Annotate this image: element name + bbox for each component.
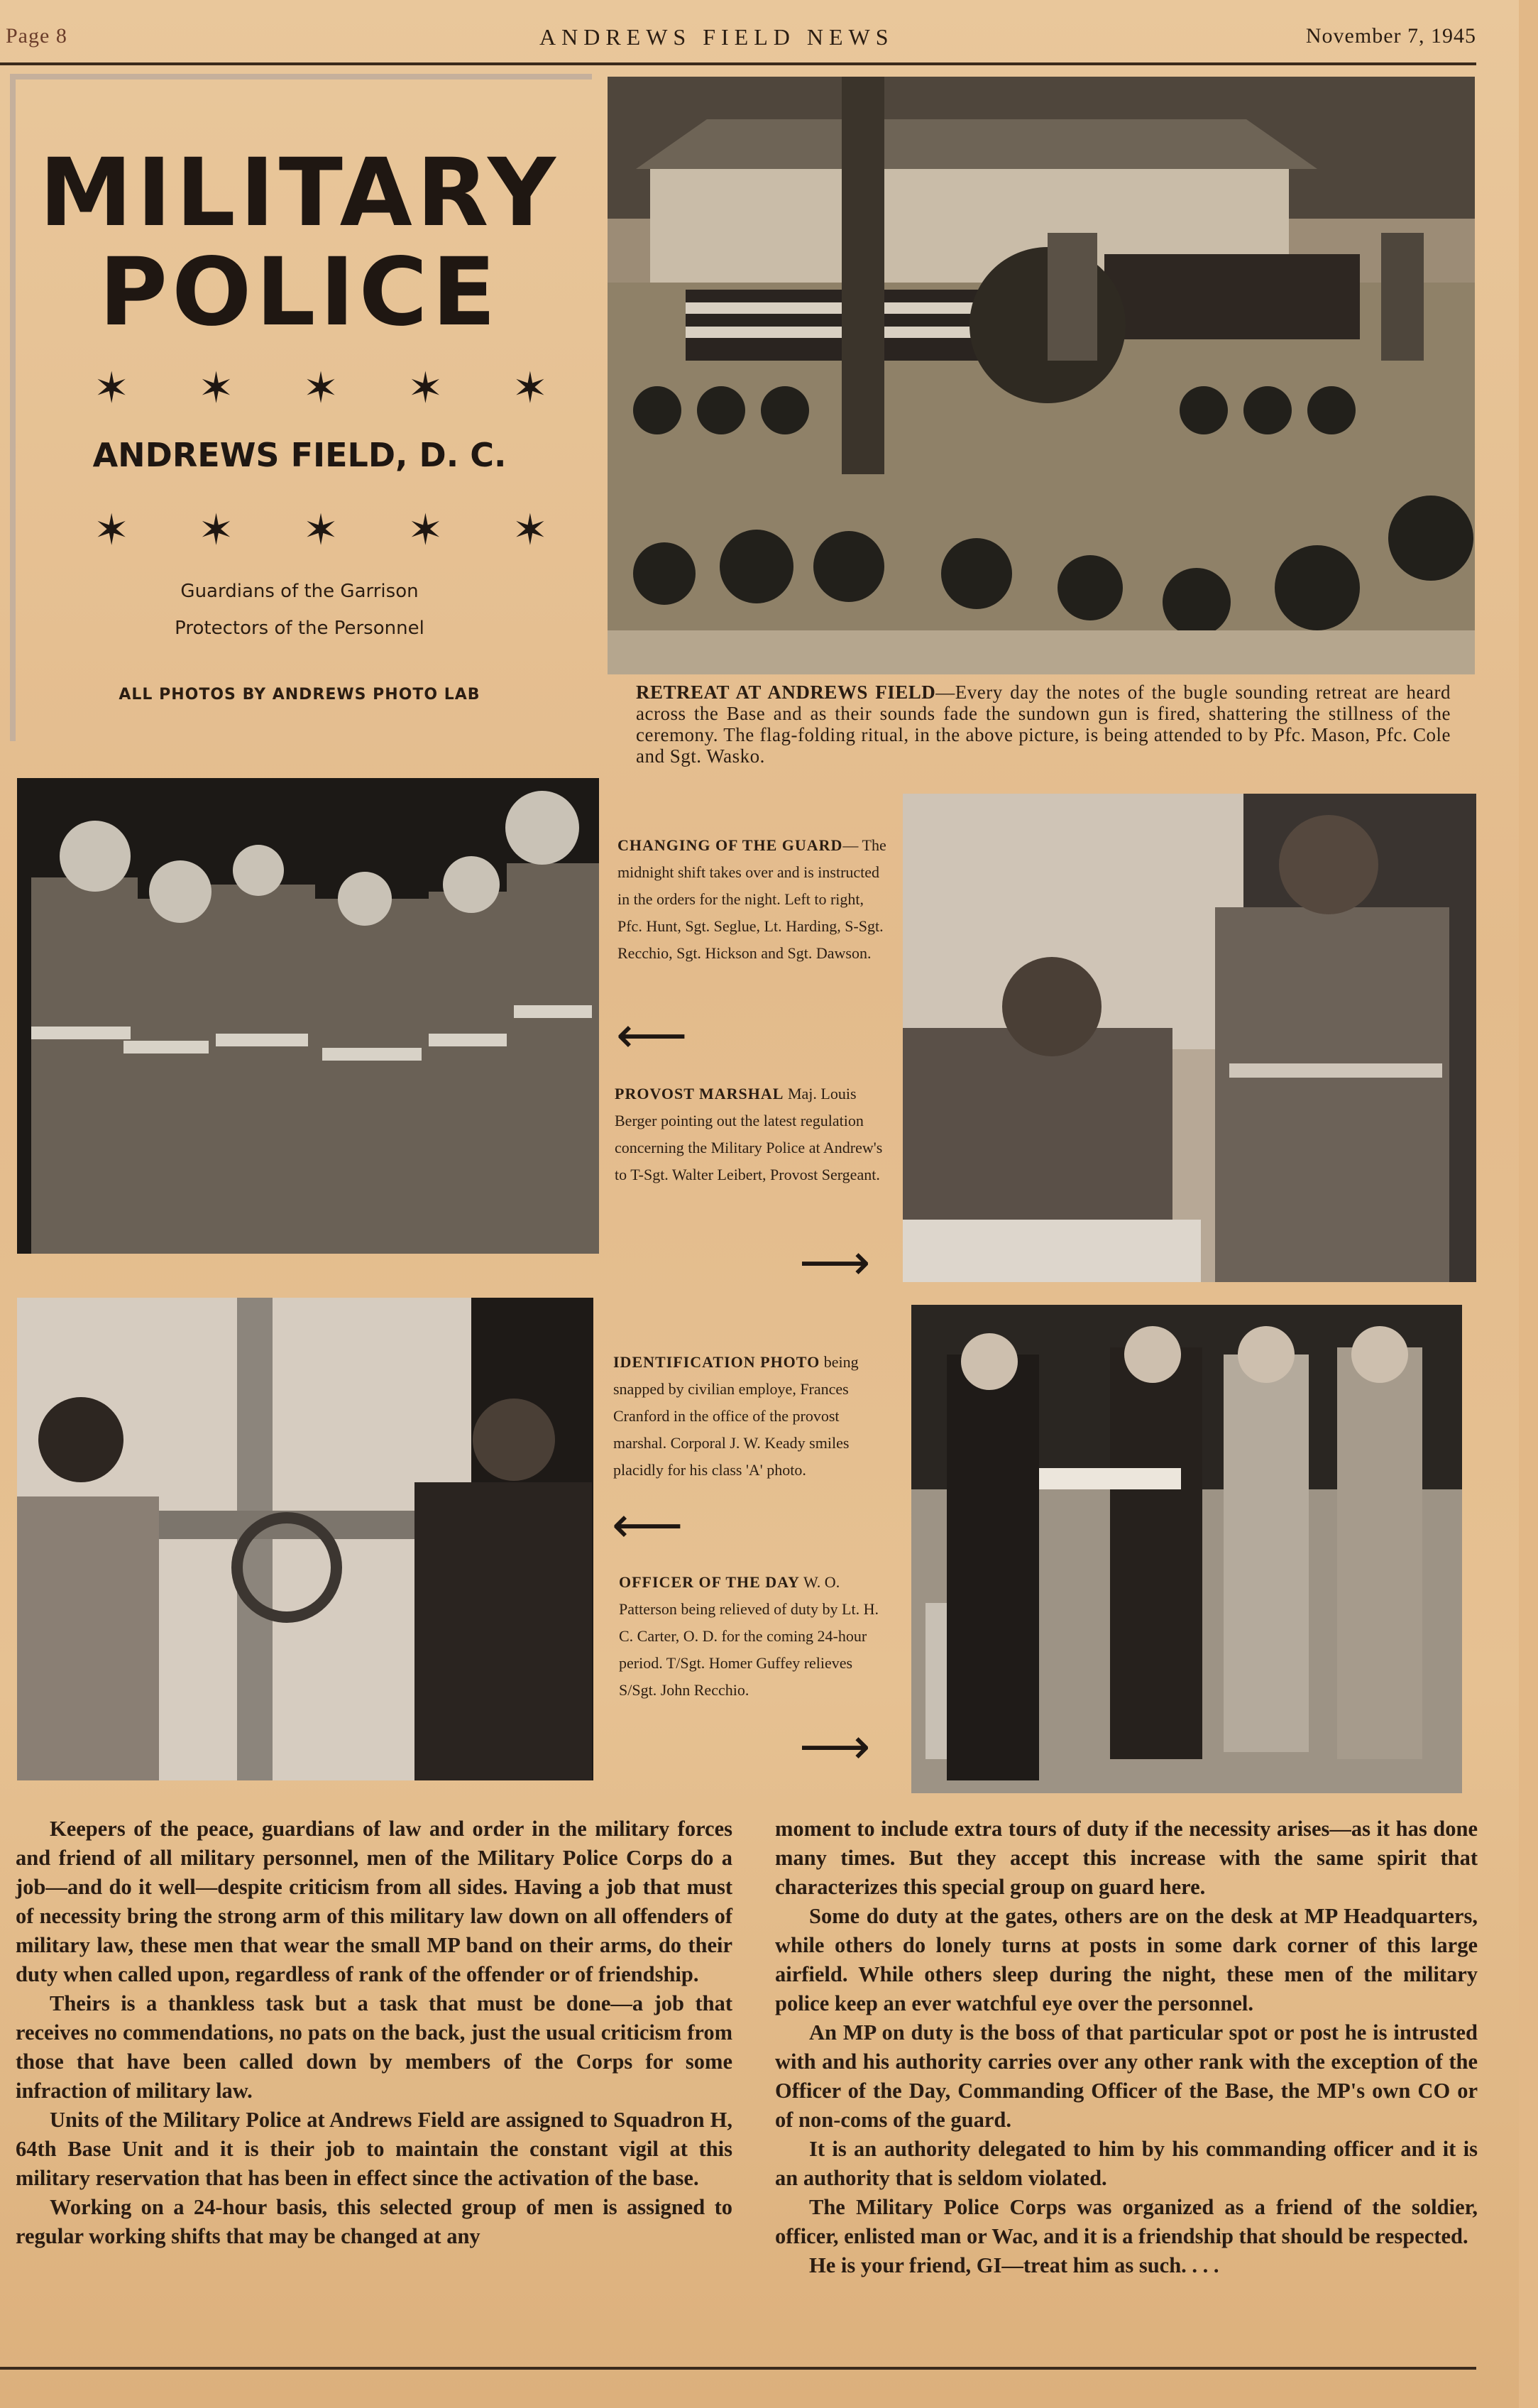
- caption-marshal-body: Maj. Louis Berger pointing out the latest regulation concerning the Military Police at Andrew's to T-Sgt. Walter Leibert, Provost Sergeant.: [615, 1085, 883, 1183]
- star-icon: ✶: [302, 505, 339, 555]
- location-line: ANDREWS FIELD, D. C.: [92, 436, 507, 474]
- caption-guard-head: CHANGING OF THE GUARD: [617, 836, 843, 854]
- article-paragraph: An MP on duty is the boss of that particular spot or post he is intrusted with and his authority carries over any other rank with the exception of the Officer of the Day, Commanding Officer of the Base, the MP's own CO or of non-coms of the guard.: [775, 2020, 1478, 2132]
- caption-idphoto-body: being snapped by civilian employe, Frances Cranford in the office of the provost marshal. Corporal J. W. Keady smiles placidly for his class 'A' photo.: [613, 1353, 859, 1479]
- tagline-guardians: Guardians of the Garrison: [180, 581, 419, 602]
- caption-identification-photo: [613, 1349, 883, 1484]
- article-paragraph: Units of the Military Police at Andrews Field are assigned to Squadron H, 64th Base Unit and it is their job to maintain the constant vigil at this military reservation that has been in effect since the activation of the base.: [16, 2108, 732, 2190]
- caption-marshal-head: PROVOST MARSHAL: [615, 1085, 784, 1102]
- photo-identification: [17, 1298, 593, 1780]
- star-row-top: [94, 363, 548, 413]
- star-icon: ✶: [302, 363, 339, 413]
- caption-officer-body: W. O. Patterson being relieved of duty by Lt. H. C. Carter, O. D. for the coming 24-hour period. T/Sgt. Homer Guffey relieves S/Sgt. John Recchio.: [619, 1573, 879, 1699]
- star-icon: ✶: [198, 363, 234, 413]
- arrow-left-icon: ⟵: [616, 1006, 688, 1064]
- arrow-left-icon: ⟵: [612, 1496, 683, 1554]
- article-paragraph: The Military Police Corps was organized as a friend of the soldier, officer, enlisted man or Wac, and it is a friendship that should be respected.: [775, 2195, 1478, 2248]
- star-icon: ✶: [512, 505, 548, 555]
- page-header: [0, 20, 1519, 62]
- article-paragraph: Some do duty at the gates, others are on the desk at MP Headquarters, while others do lonely turns at posts in some dark corner of this large airfield. While others sleep during the night, these men of the military police keep an ever watchful eye over the personnel.: [775, 1904, 1478, 2015]
- caption-guard-body: — The midnight shift takes over and is instructed in the orders for the night. Left to right, Pfc. Hunt, Sgt. Seglue, Lt. Harding, S-Sgt. Recchio, Sgt. Hickson and Sgt. Dawson.: [617, 836, 886, 962]
- article-paragraph: Theirs is a thankless task but a task that must be done—a job that receives no commendations, no pats on the back, just the usual criticism from those that have been called down by members of the Corps for some infraction of military law.: [16, 1991, 732, 2103]
- photo-changing-guard: [17, 778, 599, 1254]
- footer-rule: [0, 2367, 1476, 2370]
- photo-officer-of-day: [911, 1305, 1462, 1793]
- header-rule: [0, 62, 1476, 65]
- article-column-left: [16, 1815, 732, 2251]
- article-paragraph: moment to include extra tours of duty if the necessity arises—as it has done many times. But they accept this increase with the same spirit that characterizes this special group on guard here.: [775, 1817, 1478, 1899]
- star-icon: ✶: [407, 505, 444, 555]
- caption-idphoto-head: IDENTIFICATION PHOTO: [613, 1353, 820, 1371]
- caption-officer-head: OFFICER OF THE DAY: [619, 1573, 800, 1591]
- caption-retreat-body: —Every day the notes of the bugle sounding retreat are heard across the Base and as their sounds fade the sundown gun is fired, shattering the stillness of the ceremony. The flag-folding ritual, in the above picture, is being attended to by Pfc. Mason, Pfc. Cole and Sgt. Wasko.: [636, 682, 1451, 767]
- article-column-right: [775, 1815, 1478, 2280]
- star-row-bottom: [94, 505, 548, 555]
- photo-retreat: [608, 77, 1475, 674]
- star-icon: ✶: [407, 363, 444, 413]
- title-line-1: MILITARY: [39, 138, 560, 248]
- photo-provost-marshal: [903, 794, 1476, 1282]
- masthead: ANDREWS FIELD NEWS: [539, 24, 894, 50]
- article-paragraph: It is an authority delegated to him by his commanding officer and it is an authority that is seldom violated.: [775, 2137, 1478, 2190]
- star-icon: ✶: [94, 363, 130, 413]
- article-paragraph: He is your friend, GI—treat him as such. . . .: [809, 2253, 1219, 2277]
- arrow-right-icon: ⟶: [799, 1233, 871, 1291]
- article-paragraph: Keepers of the peace, guardians of law and order in the military forces and friend of all military personnel, men of the Military Police Corps do a job—and do it well—despite criticism from all sides. Having a job that must of necessity bring the strong arm of this military law down on all offenders of military law, these men that wear the small MP band on their arms, do their duty when called upon, regardless of rank of the offender or of friendship.: [16, 1817, 732, 1986]
- arrow-right-icon: ⟶: [799, 1717, 871, 1775]
- article-paragraph: Working on a 24-hour basis, this selected group of men is assigned to regular working shifts that may be changed at any: [16, 2195, 732, 2248]
- caption-retreat: [636, 682, 1451, 767]
- tagline-protectors: Protectors of the Personnel: [175, 618, 424, 639]
- star-icon: ✶: [512, 363, 548, 413]
- star-icon: ✶: [198, 505, 234, 555]
- page-title: [16, 138, 583, 347]
- star-icon: ✶: [94, 505, 130, 555]
- caption-retreat-head: RETREAT AT ANDREWS FIELD: [636, 682, 936, 703]
- page-number: Page 8: [6, 24, 67, 48]
- photo-credit: ALL PHOTOS BY ANDREWS PHOTO LAB: [119, 686, 480, 704]
- caption-officer-of-day: [619, 1569, 889, 1704]
- caption-provost-marshal: [615, 1080, 884, 1188]
- title-box: [10, 74, 592, 741]
- issue-date: November 7, 1945: [1305, 24, 1476, 48]
- caption-changing-guard: [617, 832, 887, 967]
- title-line-2: POLICE: [99, 238, 500, 347]
